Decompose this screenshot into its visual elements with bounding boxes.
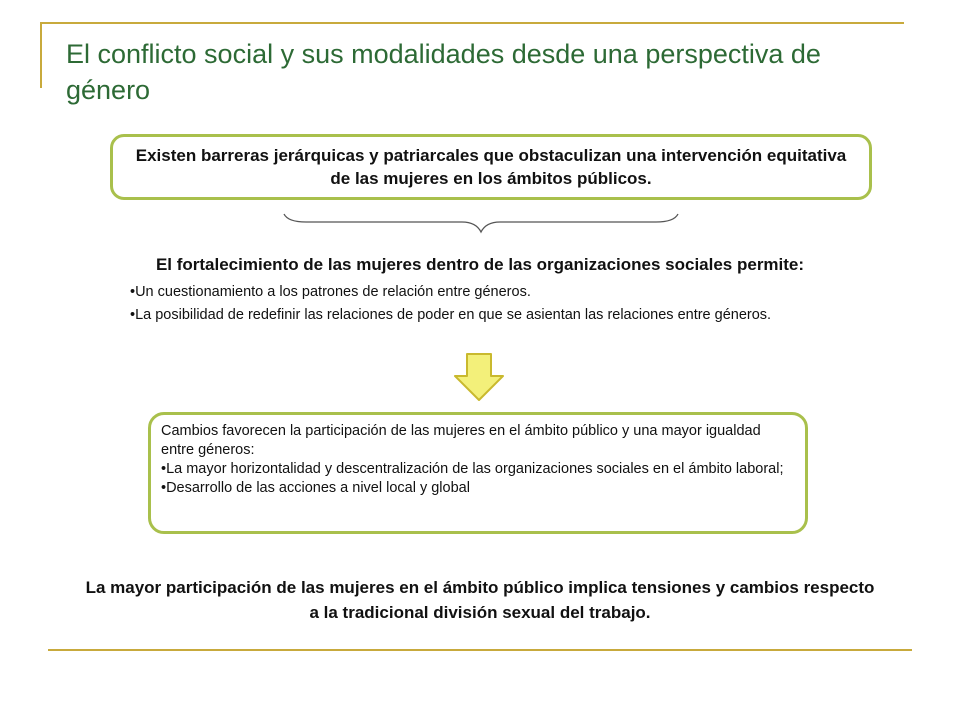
changes-intro: Cambios favorecen la participación de las mujeres en el ámbito público y una mayor igualdad entre géneros: — [161, 423, 761, 458]
list-item: •Un cuestionamiento a los patrones de relación entre géneros. — [130, 284, 531, 300]
conclusion-text: La mayor participación de las mujeres en el ámbito público implica tensiones y cambios respecto a la tradicional división sexual del trabajo. — [85, 578, 875, 622]
list-item: •La mayor horizontalidad y descentralización de las organizaciones sociales en el ámbito laboral; — [161, 461, 784, 477]
strengthening-list — [130, 282, 850, 328]
bottom-rule — [48, 649, 912, 651]
curly-brace-icon — [282, 212, 680, 236]
changes-box — [148, 412, 808, 534]
top-rule — [40, 22, 904, 24]
barriers-text: Existen barreras jerárquicas y patriarcales que obstaculizan una intervención equitativa de las mujeres en los ámbitos públicos. — [135, 146, 847, 188]
barriers-box — [110, 134, 872, 200]
left-rule — [40, 22, 42, 88]
list-item: •Desarrollo de las acciones a nivel local y global — [161, 480, 470, 496]
list-item: •La posibilidad de redefinir las relaciones de poder en que se asientan las relaciones entre géneros. — [130, 307, 772, 323]
strengthening-heading: El fortalecimiento de las mujeres dentro de las organizaciones sociales permite: — [155, 255, 805, 274]
down-arrow-icon — [452, 352, 506, 402]
slide-title: El conflicto social y sus modalidades desde una perspectiva de género — [66, 39, 821, 105]
